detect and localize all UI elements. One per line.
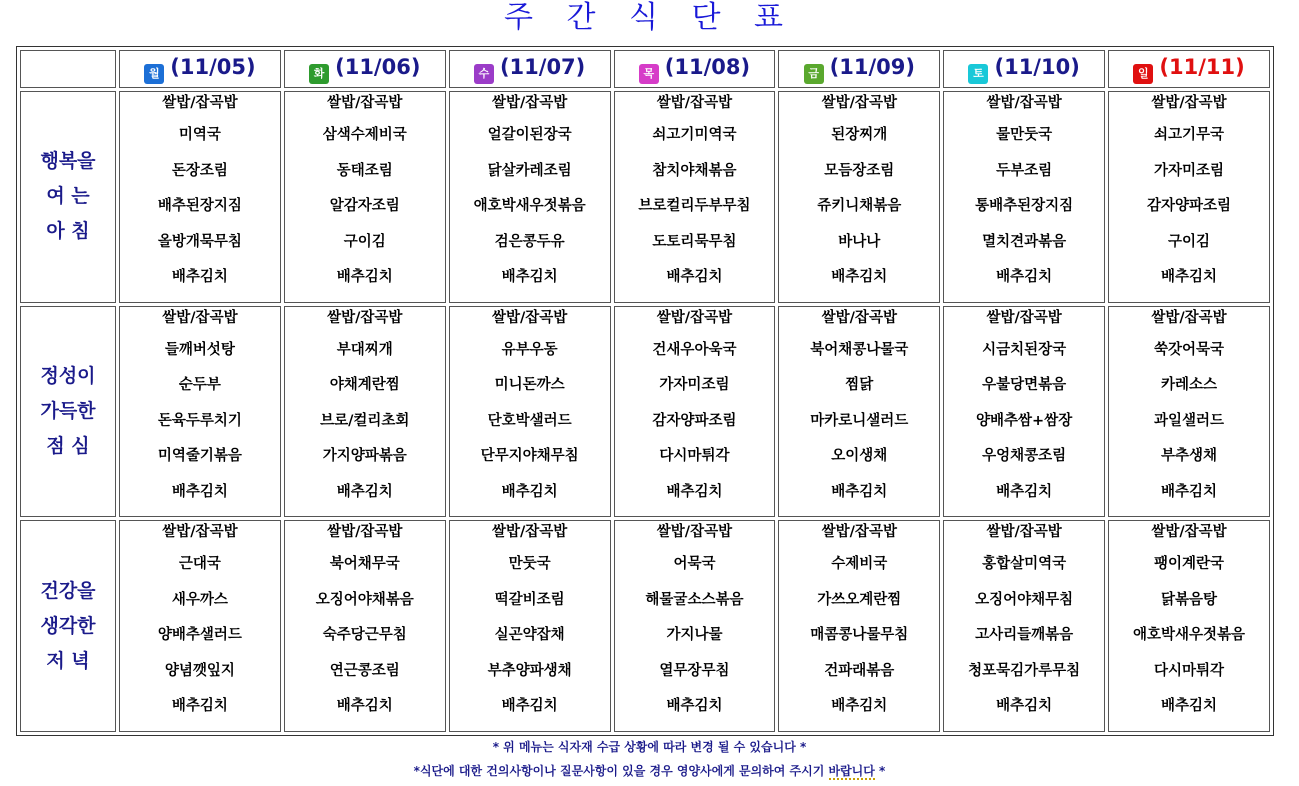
menu-item: 양배추샐러드 bbox=[157, 627, 242, 644]
menu-item: 쌀밥/잡곡밥 bbox=[491, 95, 568, 111]
menu-cell-lunch-sun bbox=[1108, 306, 1270, 518]
meal-label-line: 여 는 bbox=[46, 185, 90, 208]
menu-item: 쌀밥/잡곡밥 bbox=[491, 309, 568, 326]
menu-item: 쌀밥/잡곡밥 bbox=[491, 524, 568, 541]
thursday-icon: 목 bbox=[639, 64, 659, 84]
meal-label-lunch bbox=[20, 306, 116, 518]
menu-item: 쌀밥/잡곡밥 bbox=[162, 95, 238, 111]
day-header-tue bbox=[284, 50, 446, 88]
menu-item: 쌀밥/잡곡밥 bbox=[986, 309, 1062, 326]
menu-item: 검은콩두유 bbox=[494, 233, 565, 250]
menu-item: 올방개묵무침 bbox=[157, 233, 242, 250]
menu-cell-lunch-mon bbox=[119, 306, 281, 518]
menu-item: 배추김치 bbox=[171, 269, 228, 285]
menu-item: 모듬장조림 bbox=[824, 162, 895, 179]
menu-item: 우엉채콩조림 bbox=[982, 448, 1067, 465]
day-date: (11/05) bbox=[170, 54, 256, 79]
menu-item: 쌀밥/잡곡밥 bbox=[327, 95, 403, 111]
menu-item: 단호박샐러드 bbox=[487, 412, 572, 429]
menu-item: 배추김치 bbox=[831, 483, 888, 500]
meal-row-lunch bbox=[20, 306, 1270, 518]
menu-item: 배추김치 bbox=[666, 269, 723, 285]
wednesday-icon: 수 bbox=[474, 64, 494, 84]
meal-label-line: 생각한 bbox=[40, 614, 96, 637]
monday-icon: 월 bbox=[144, 64, 164, 84]
meal-label-line: 아 침 bbox=[46, 220, 90, 243]
menu-item: 팽이계란국 bbox=[1154, 556, 1225, 573]
menu-item: 고사리들깨볶음 bbox=[975, 627, 1074, 644]
day-date: (11/06) bbox=[335, 54, 421, 79]
day-date: (11/09) bbox=[829, 54, 915, 79]
menu-cell-dinner-sun bbox=[1108, 520, 1270, 732]
menu-cell-dinner-fri bbox=[778, 520, 940, 732]
menu-item: 쌀밥/잡곡밥 bbox=[821, 95, 897, 111]
meal-label-dinner bbox=[20, 520, 116, 732]
menu-item: 우불당면볶음 bbox=[982, 377, 1067, 394]
page-title: 주 간 식 단 표 bbox=[503, 0, 796, 35]
menu-item: 쌀밥/잡곡밥 bbox=[821, 524, 897, 541]
menu-item: 쇠고기미역국 bbox=[652, 127, 737, 143]
menu-item: 새우까스 bbox=[171, 591, 228, 608]
menu-cell-breakfast-fri bbox=[778, 91, 940, 303]
menu-item: 떡갈비조림 bbox=[494, 591, 565, 608]
menu-cell-lunch-thu bbox=[614, 306, 776, 518]
menu-item: 배추된장지짐 bbox=[157, 198, 242, 214]
menu-item: 부추양파생채 bbox=[487, 662, 572, 679]
menu-item: 배추김치 bbox=[501, 269, 558, 285]
menu-item: 배추김치 bbox=[1161, 483, 1218, 500]
menu-item: 쑥갓어묵국 bbox=[1154, 341, 1225, 358]
menu-item: 청포묵김가루무침 bbox=[968, 662, 1081, 679]
menu-item: 배추김치 bbox=[666, 698, 723, 715]
menu-item: 쌀밥/잡곡밥 bbox=[1151, 524, 1227, 541]
menu-cell-breakfast-sun bbox=[1108, 91, 1270, 303]
menu-item: 쌀밥/잡곡밥 bbox=[1151, 309, 1227, 326]
menu-item: 배추김치 bbox=[831, 269, 888, 285]
menu-item: 배추김치 bbox=[171, 483, 228, 500]
menu-item: 배추김치 bbox=[336, 269, 393, 285]
menu-item: 배추김치 bbox=[336, 483, 393, 500]
day-header-sat bbox=[943, 50, 1105, 88]
menu-item: 과일샐러드 bbox=[1154, 412, 1225, 429]
menu-item: 닭볶음탕 bbox=[1161, 591, 1218, 608]
menu-item: 브로/컬리초회 bbox=[320, 412, 410, 429]
menu-cell-breakfast-wed bbox=[449, 91, 611, 303]
day-header-row bbox=[20, 50, 1270, 88]
menu-item: 배추김치 bbox=[996, 483, 1053, 500]
menu-cell-breakfast-tue bbox=[284, 91, 446, 303]
menu-item: 오징어야채볶음 bbox=[315, 591, 414, 608]
menu-item: 쥬키니채볶음 bbox=[817, 198, 902, 214]
meal-label-breakfast bbox=[20, 91, 116, 303]
saturday-icon: 토 bbox=[968, 64, 988, 84]
meal-label-line: 점 심 bbox=[46, 434, 90, 457]
weekly-menu-table bbox=[16, 46, 1274, 736]
menu-item: 도토리묵무침 bbox=[652, 233, 737, 250]
menu-item: 숙주당근무침 bbox=[322, 627, 407, 644]
friday-icon: 금 bbox=[804, 64, 824, 84]
menu-cell-dinner-thu bbox=[614, 520, 776, 732]
menu-item: 건새우아욱국 bbox=[652, 341, 737, 358]
menu-item: 배추김치 bbox=[171, 698, 228, 715]
menu-item: 된장찌개 bbox=[831, 127, 888, 143]
menu-item: 닭살카레조림 bbox=[487, 162, 572, 179]
menu-item: 배추김치 bbox=[1161, 698, 1218, 715]
menu-item: 두부조림 bbox=[996, 162, 1053, 179]
meal-label-line: 저 녁 bbox=[46, 649, 90, 672]
menu-item: 쇠고기무국 bbox=[1154, 127, 1225, 143]
menu-item: 유부우동 bbox=[501, 341, 558, 358]
menu-item: 알감자조림 bbox=[329, 198, 400, 214]
meal-label-line: 가득한 bbox=[40, 399, 96, 422]
menu-item: 야채계란찜 bbox=[329, 377, 400, 394]
menu-item: 멸치견과볶음 bbox=[982, 233, 1067, 250]
menu-cell-lunch-wed bbox=[449, 306, 611, 518]
corner-cell bbox=[20, 50, 116, 88]
menu-item: 쌀밥/잡곡밥 bbox=[656, 524, 733, 541]
menu-cell-lunch-sat bbox=[943, 306, 1105, 518]
menu-item: 미니돈까스 bbox=[494, 377, 565, 394]
menu-item: 다시마튀각 bbox=[1154, 662, 1225, 679]
menu-item: 만둣국 bbox=[508, 556, 551, 573]
menu-item: 시금치된장국 bbox=[982, 341, 1067, 358]
menu-item: 쌀밥/잡곡밥 bbox=[162, 309, 238, 326]
tuesday-icon: 화 bbox=[309, 64, 329, 84]
menu-item: 양배추쌈+쌈장 bbox=[976, 412, 1073, 429]
menu-item: 순두부 bbox=[178, 377, 221, 394]
menu-item: 오징어야채무침 bbox=[975, 591, 1074, 608]
menu-item: 가쓰오계란찜 bbox=[817, 591, 902, 608]
menu-item: 단무지야채무침 bbox=[480, 448, 579, 465]
menu-item: 배추김치 bbox=[336, 698, 393, 715]
menu-item: 쌀밥/잡곡밥 bbox=[656, 309, 733, 326]
footnote-contact-underlined: 바랍니다 bbox=[828, 764, 875, 778]
menu-item: 배추김치 bbox=[501, 483, 558, 500]
menu-item: 돈육두루치기 bbox=[157, 412, 242, 429]
day-header-mon bbox=[119, 50, 281, 88]
menu-item: 쌀밥/잡곡밥 bbox=[656, 95, 733, 111]
menu-item: 배추김치 bbox=[996, 269, 1053, 285]
menu-item: 배추김치 bbox=[501, 698, 558, 715]
menu-item: 가지나물 bbox=[666, 627, 723, 644]
menu-item: 물만둣국 bbox=[996, 127, 1053, 143]
menu-cell-breakfast-thu bbox=[614, 91, 776, 303]
menu-item: 배추김치 bbox=[831, 698, 888, 715]
menu-cell-dinner-tue bbox=[284, 520, 446, 732]
menu-item: 연근콩조림 bbox=[329, 662, 400, 679]
meal-row-breakfast bbox=[20, 91, 1270, 303]
meal-label-line: 정성이 bbox=[40, 364, 96, 387]
menu-item: 가자미조림 bbox=[659, 377, 730, 394]
menu-item: 수제비국 bbox=[831, 556, 888, 573]
menu-item: 들깨버섯탕 bbox=[164, 341, 235, 358]
menu-item: 애호박새우젓볶음 bbox=[1133, 627, 1246, 644]
menu-item: 참치야채볶음 bbox=[652, 162, 737, 179]
menu-item: 돈장조림 bbox=[171, 162, 228, 179]
menu-item: 부대찌개 bbox=[336, 341, 393, 358]
menu-cell-dinner-sat bbox=[943, 520, 1105, 732]
menu-item: 가자미조림 bbox=[1154, 162, 1225, 179]
menu-item: 마카로니샐러드 bbox=[810, 412, 909, 429]
meal-label-line: 행복을 bbox=[40, 150, 96, 173]
footnote-contact-end: * bbox=[874, 764, 886, 778]
menu-item: 미역줄기볶음 bbox=[157, 448, 242, 465]
day-date: (11/08) bbox=[664, 54, 751, 79]
menu-item: 양념깻잎지 bbox=[164, 662, 235, 679]
menu-item: 애호박새우젓볶음 bbox=[473, 198, 586, 214]
menu-item: 쌀밥/잡곡밥 bbox=[327, 309, 403, 326]
day-header-wed bbox=[449, 50, 611, 88]
menu-item: 동태조림 bbox=[336, 162, 393, 179]
footnote-menu-change: * 위 메뉴는 식자재 수급 상황에 따라 변경 될 수 있습니다 * bbox=[492, 740, 807, 754]
menu-item: 브로컬리두부무침 bbox=[638, 198, 751, 214]
menu-item: 배추김치 bbox=[996, 698, 1053, 715]
menu-item: 배추김치 bbox=[1161, 269, 1218, 285]
menu-item: 배추김치 bbox=[666, 483, 723, 500]
sunday-icon: 일 bbox=[1133, 64, 1153, 84]
menu-item: 매콤콩나물무침 bbox=[810, 627, 909, 644]
menu-cell-lunch-tue bbox=[284, 306, 446, 518]
menu-item: 쌀밥/잡곡밥 bbox=[986, 524, 1062, 541]
menu-item: 홍합살미역국 bbox=[982, 556, 1067, 573]
footnote-contact-text: *식단에 대한 건의사항이나 질문사항이 있을 경우 영양사에게 문의하여 주시기 bbox=[413, 764, 829, 778]
menu-item: 어묵국 bbox=[673, 556, 716, 573]
menu-item: 실곤약잡채 bbox=[494, 627, 565, 644]
menu-item: 삼색수제비국 bbox=[322, 127, 407, 143]
day-date: (11/10) bbox=[994, 54, 1080, 79]
menu-item: 카레소스 bbox=[1161, 377, 1218, 394]
menu-item: 구이김 bbox=[343, 233, 386, 250]
menu-cell-breakfast-sat bbox=[943, 91, 1105, 303]
menu-item: 미역국 bbox=[178, 127, 221, 143]
menu-cell-breakfast-mon bbox=[119, 91, 281, 303]
meal-label-line: 건강을 bbox=[40, 579, 96, 602]
menu-item: 쌀밥/잡곡밥 bbox=[986, 95, 1062, 111]
day-header-fri bbox=[778, 50, 940, 88]
menu-item: 건파래볶음 bbox=[824, 662, 895, 679]
day-header-sun bbox=[1108, 50, 1270, 88]
footnote-contact bbox=[0, 762, 1299, 779]
menu-item: 북어채콩나물국 bbox=[810, 341, 909, 358]
menu-item: 쌀밥/잡곡밥 bbox=[162, 524, 238, 541]
menu-cell-lunch-fri bbox=[778, 306, 940, 518]
menu-item: 부추생채 bbox=[1161, 448, 1218, 465]
menu-item: 얼갈이된장국 bbox=[487, 127, 572, 143]
day-date: (11/11) bbox=[1159, 54, 1245, 79]
meal-row-dinner bbox=[20, 520, 1270, 732]
menu-item: 찜닭 bbox=[845, 377, 874, 394]
menu-item: 근대국 bbox=[178, 556, 221, 573]
menu-item: 해물굴소스볶음 bbox=[645, 591, 744, 608]
menu-item: 북어채무국 bbox=[329, 556, 400, 573]
menu-item: 오이생채 bbox=[831, 448, 888, 465]
day-date: (11/07) bbox=[499, 54, 586, 79]
menu-item: 열무장무침 bbox=[659, 662, 730, 679]
menu-item: 쌀밥/잡곡밥 bbox=[327, 524, 403, 541]
day-header-thu bbox=[614, 50, 776, 88]
menu-item: 통배추된장지짐 bbox=[975, 198, 1074, 214]
menu-cell-dinner-mon bbox=[119, 520, 281, 732]
menu-item: 가지양파볶음 bbox=[322, 448, 407, 465]
menu-item: 다시마튀각 bbox=[659, 448, 730, 465]
menu-item: 바나나 bbox=[838, 233, 881, 250]
menu-cell-dinner-wed bbox=[449, 520, 611, 732]
menu-item: 쌀밥/잡곡밥 bbox=[1151, 95, 1227, 111]
menu-item: 쌀밥/잡곡밥 bbox=[821, 309, 897, 326]
menu-item: 감자양파조림 bbox=[652, 412, 737, 429]
menu-item: 구이김 bbox=[1168, 233, 1211, 250]
menu-item: 감자양파조림 bbox=[1147, 198, 1232, 214]
